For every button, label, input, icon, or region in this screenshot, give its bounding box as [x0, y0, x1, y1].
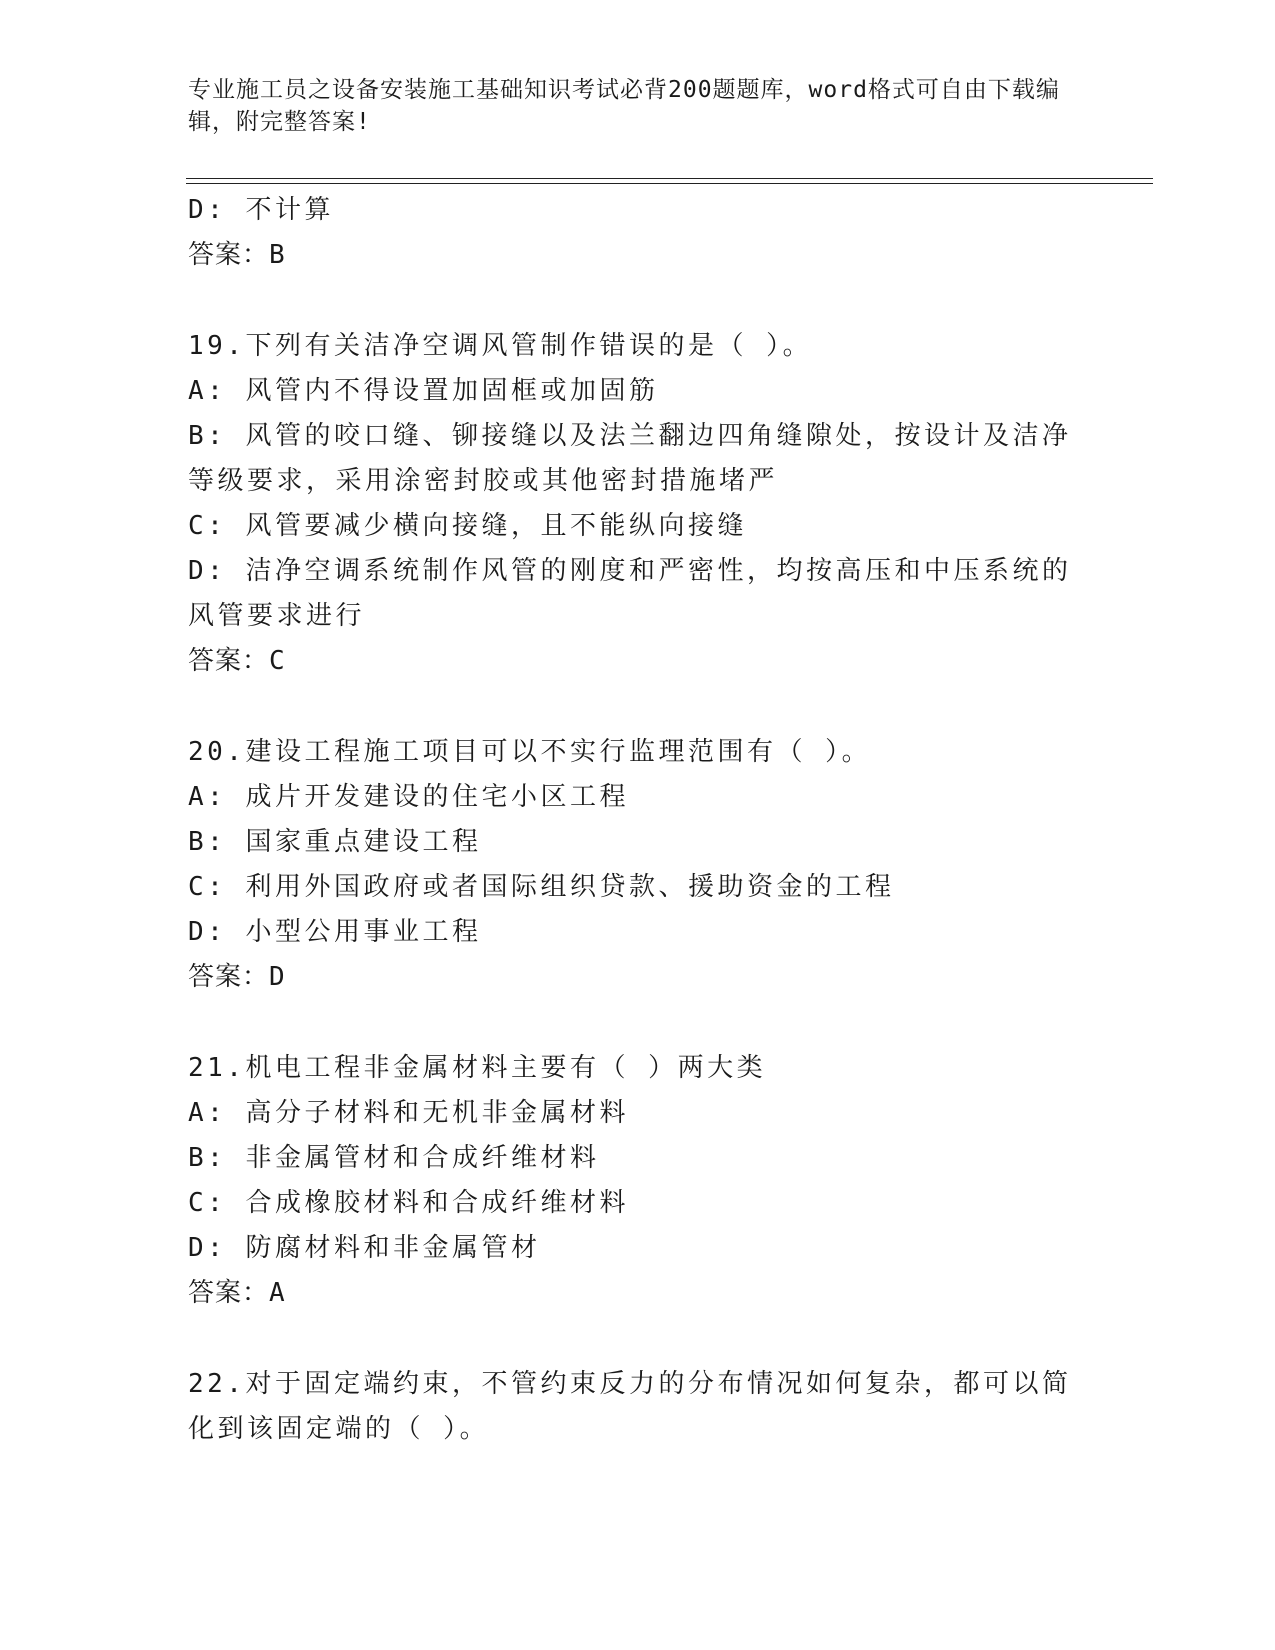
question-stem: 20.建设工程施工项目可以不实行监理范围有（ ）。 — [188, 737, 872, 767]
option-d: D: 防腐材料和非金属管材 — [188, 1233, 541, 1263]
question-stem: 19.下列有关洁净空调风管制作错误的是（ ）。 — [188, 331, 813, 361]
answer-value: D — [269, 962, 286, 992]
document-body — [188, 188, 1088, 1452]
answer-line — [188, 1271, 1088, 1316]
option-c: C: 利用外国政府或者国际组织贷款、援助资金的工程 — [188, 872, 895, 902]
header-divider-top — [186, 178, 1153, 179]
answer-label: 答案： — [188, 646, 270, 676]
option-b: B: 非金属管材和合成纤维材料 — [188, 1143, 600, 1173]
answer-label: 答案： — [188, 1278, 270, 1308]
header-divider-bottom — [186, 183, 1153, 184]
option-b: B: 国家重点建设工程 — [188, 827, 482, 857]
document-header: 专业施工员之设备安装施工基础知识考试必背200题题库，word格式可自由下载编辑，附完整答案! — [188, 77, 1060, 135]
option-d: D: 不计算 — [188, 195, 334, 225]
question-21 — [188, 1046, 1088, 1316]
answer-line — [188, 233, 1088, 278]
question-stem: 22.对于固定端约束，不管约束反力的分布情况如何复杂，都可以简化到该固定端的（ ）。 — [188, 1369, 1072, 1444]
option-a: A: 高分子材料和无机非金属材料 — [188, 1098, 629, 1128]
answer-line — [188, 955, 1088, 1000]
answer-line — [188, 639, 1088, 684]
answer-value: B — [269, 240, 286, 270]
question-22 — [188, 1362, 1088, 1452]
answer-value: C — [269, 646, 286, 676]
answer-label: 答案： — [188, 240, 270, 270]
option-d: D: 洁净空调系统制作风管的刚度和严密性，均按高压和中压系统的风管要求进行 — [188, 556, 1072, 631]
option-a: A: 风管内不得设置加固框或加固筋 — [188, 376, 659, 406]
question-19 — [188, 324, 1088, 684]
option-d: D: 小型公用事业工程 — [188, 917, 482, 947]
previous-question-tail — [188, 188, 1088, 278]
question-stem: 21.机电工程非金属材料主要有（ ）两大类 — [188, 1053, 767, 1083]
question-20 — [188, 730, 1088, 1000]
answer-value: A — [269, 1278, 286, 1308]
option-c: C: 合成橡胶材料和合成纤维材料 — [188, 1188, 629, 1218]
option-a: A: 成片开发建设的住宅小区工程 — [188, 782, 629, 812]
answer-label: 答案： — [188, 962, 270, 992]
option-c: C: 风管要减少横向接缝，且不能纵向接缝 — [188, 511, 747, 541]
option-b: B: 风管的咬口缝、铆接缝以及法兰翻边四角缝隙处，按设计及洁净等级要求，采用涂密封胶或其他密封措施堵严 — [188, 421, 1072, 496]
